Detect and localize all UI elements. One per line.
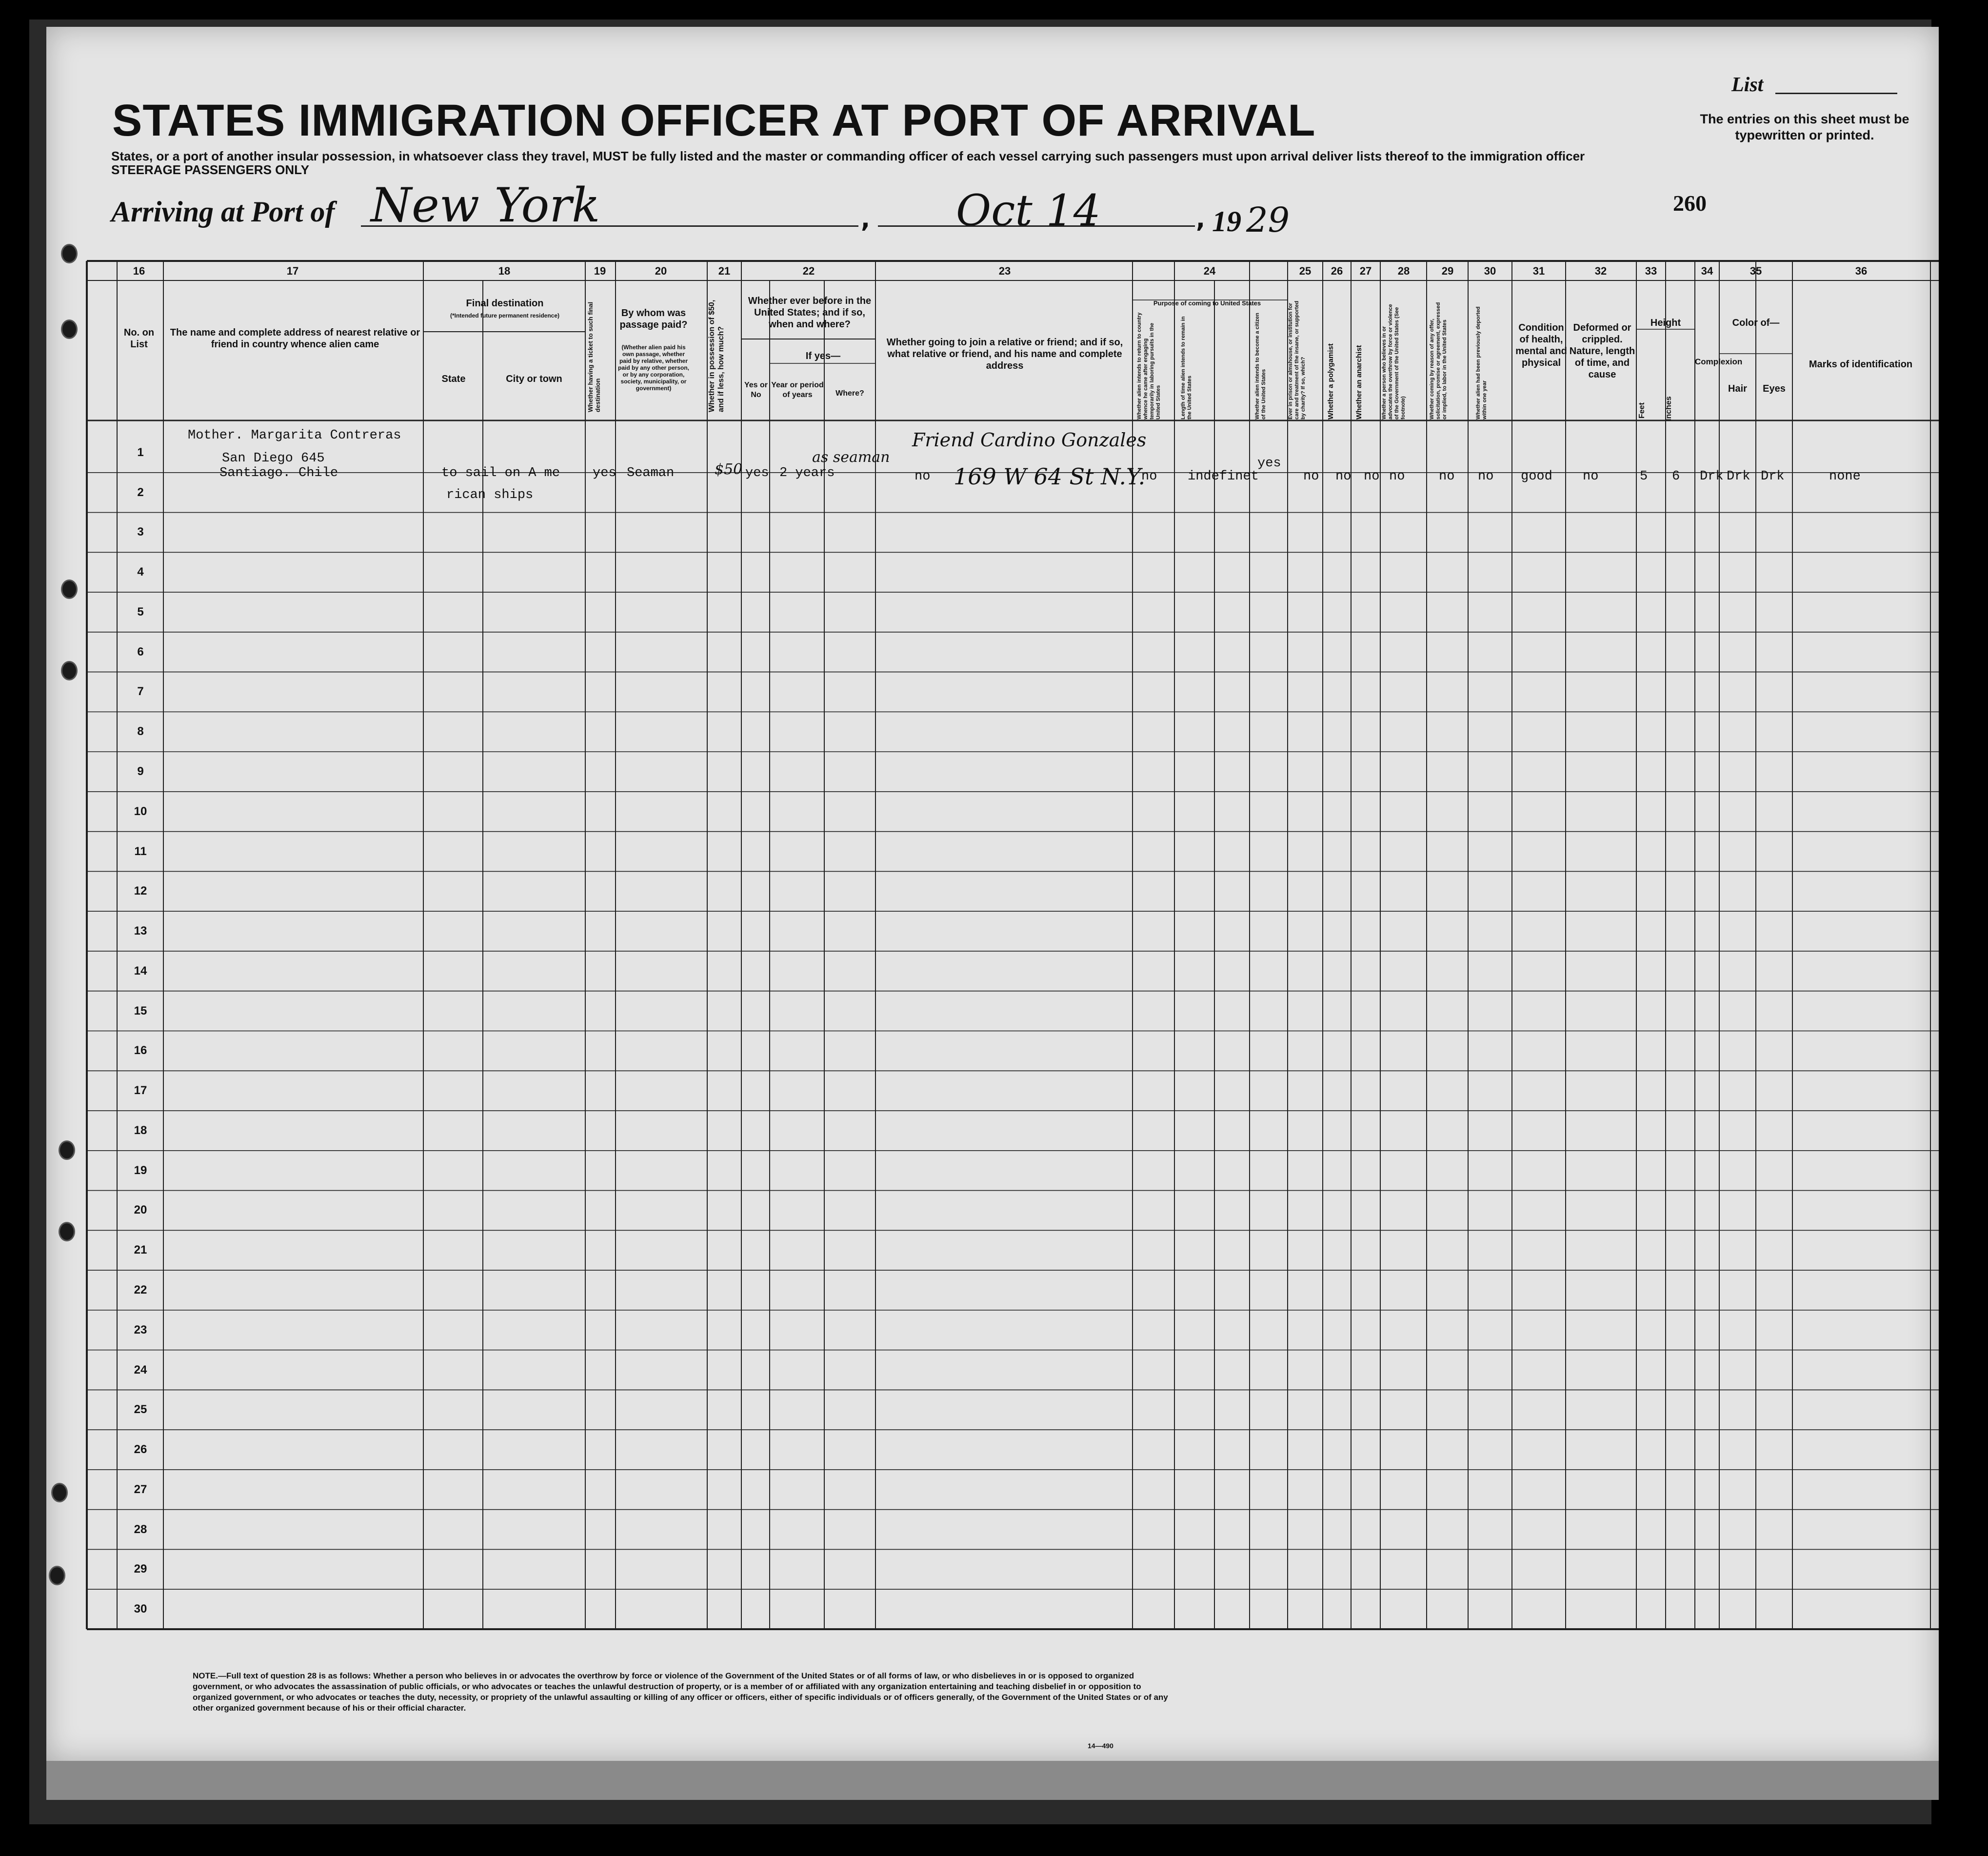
column-number: 16 — [133, 265, 145, 277]
row-number: 23 — [134, 1323, 147, 1337]
year-suffix: 29 — [1246, 200, 1290, 240]
header-city: City or town — [506, 374, 562, 384]
punch-hole — [61, 579, 78, 599]
entry-ticket: yes — [593, 466, 616, 480]
column-number: 27 — [1359, 265, 1372, 277]
entry-prison: no — [1303, 469, 1319, 484]
page-title: STATES IMMIGRATION OFFICER AT PORT OF ARRIVAL — [112, 96, 1316, 145]
header-final-destination: Final destination — [466, 298, 544, 309]
column-number: 22 — [802, 265, 815, 277]
date-value: Oct 14 — [956, 185, 1101, 236]
row-number: 3 — [137, 525, 144, 539]
punch-hole — [61, 319, 78, 339]
row-number: 17 — [134, 1084, 147, 1098]
row-number: 13 — [134, 924, 147, 938]
column-number: 19 — [594, 265, 606, 277]
row-number: 11 — [134, 844, 147, 858]
row-number: 7 — [137, 685, 144, 698]
column-number: 35 — [1749, 265, 1762, 277]
entry-relative-city: Santiago. Chile — [219, 466, 338, 480]
header-no-on-list: No. on List — [123, 327, 155, 350]
entry-period: 2 years — [779, 466, 835, 480]
entry-anarchist: no — [1364, 469, 1380, 484]
entry-length: indefinet — [1188, 469, 1259, 484]
row-number: 24 — [134, 1363, 147, 1377]
header-feet: Feet — [1638, 402, 1646, 419]
column-number: 18 — [498, 265, 511, 277]
header-state: State — [441, 374, 466, 384]
year-prefix: 19 — [1212, 205, 1241, 238]
list-label: List — [1731, 74, 1764, 96]
header-hair: Hair — [1728, 383, 1747, 394]
entry-intends-return: no — [1141, 469, 1157, 484]
entry-where: as seaman — [812, 449, 890, 466]
header-nearest-relative: The name and complete address of nearest relative or friend in country whence alien came — [170, 327, 420, 350]
punch-hole — [59, 1222, 75, 1241]
punch-hole — [61, 661, 78, 680]
column-number: 23 — [998, 265, 1011, 277]
row-number: 12 — [134, 884, 147, 898]
row-number: 19 — [134, 1163, 147, 1177]
header-passage-paid: By whom was passage paid? — [619, 308, 688, 330]
column-number: 36 — [1855, 265, 1868, 277]
entry-inches: 6 — [1672, 469, 1680, 484]
row-number: 2 — [137, 485, 144, 499]
row-number: 14 — [134, 964, 147, 978]
header-if-yes: If yes— — [805, 351, 841, 361]
entry-feet: 5 — [1640, 469, 1648, 484]
header-labor-offer: Whether coming by reason of any offer, solicitation, promise or agreement, expressed or implied, to labor in the United States — [1429, 302, 1448, 419]
header-inches: Inches — [1665, 396, 1673, 421]
header-ticket: Whether having a ticket to such final destination — [587, 301, 601, 412]
port-value: New York — [371, 178, 600, 233]
punch-hole — [59, 1140, 75, 1160]
column-number: 31 — [1532, 265, 1545, 277]
entry-join-address: 169 W 64 St N.Y. — [954, 463, 1146, 490]
header-color-of: Color of— — [1732, 318, 1780, 328]
header-passage-paid-note: (Whether alien paid his own passage, whether paid by relative, whether paid by any other person, or by any corporation, society, municipality, or government) — [617, 344, 690, 392]
row-number: 29 — [134, 1562, 147, 1576]
entry-join-no: no — [914, 469, 931, 484]
header-deformed: Deformed or crippled. Nature, length of time, and cause — [1569, 322, 1635, 380]
entry-relative-name: Mother. Margarita Contreras — [188, 428, 401, 443]
subtitle-instructions: States, or a port of another insular possession, in whatsoever class they travel, MUST be fully listed and the master or commanding officer of each vessel carrying such passengers must upon arrival deliver lists thereof to the immigration officer — [111, 149, 1585, 163]
steerage-label: STEERAGE PASSENGERS ONLY — [111, 162, 309, 177]
column-number: 21 — [718, 265, 731, 277]
row-number: 10 — [134, 804, 147, 818]
entry-destination-1: to sail on A me — [441, 466, 560, 480]
entry-deformed: no — [1583, 469, 1599, 484]
header-money: Whether in possession of $50, and if less, how much? — [708, 299, 725, 412]
row-number: 30 — [134, 1602, 147, 1616]
entry-health: good — [1521, 469, 1552, 484]
header-marks: Marks of identification — [1809, 359, 1913, 370]
header-deported: Whether alien had been previously deported within one year — [1475, 306, 1488, 419]
header-complexion: Complexion — [1695, 357, 1743, 366]
column-number: 26 — [1331, 265, 1343, 277]
column-number: 32 — [1594, 265, 1607, 277]
header-yes-no: Yes or No — [744, 381, 768, 399]
entry-destination-2: rican ships — [446, 488, 534, 502]
row-number: 9 — [137, 765, 144, 778]
entry-marks: none — [1829, 469, 1861, 484]
typewritten-instruction: The entries on this sheet must be typewritten or printed. — [1700, 112, 1909, 142]
header-overthrow: Whether a person who believes in or advocates the overthrow by force or violence of the Government of the United States (See footnote) — [1381, 304, 1406, 419]
row-number: 28 — [134, 1522, 147, 1536]
row-number: 4 — [137, 565, 144, 579]
row-number: 20 — [134, 1203, 147, 1217]
row-number: 5 — [137, 605, 144, 619]
entry-hair: Drk — [1727, 469, 1750, 484]
form-code: 14—490 — [1088, 1742, 1113, 1750]
entry-complexion: Drk — [1700, 469, 1724, 484]
row-number: 22 — [134, 1283, 147, 1297]
row-number: 8 — [137, 725, 144, 738]
header-join-relative: Whether going to join a relative or friend; and if so, what relative or friend, and his name and complete address — [886, 337, 1123, 371]
header-intends-return: Whether alien intends to return to country whence he came after engaging temporarily in laboring pursuits in the United States — [1136, 312, 1161, 419]
row-number: 27 — [134, 1482, 147, 1496]
row-number: 6 — [137, 645, 144, 659]
column-number: 24 — [1203, 265, 1216, 277]
column-number: 25 — [1299, 265, 1312, 277]
footnote-question-28: NOTE.—Full text of question 28 is as follows: Whether a person who believes in or advocates the overthrow by force or violence of the Government of the United States or of all forms of law, or who disbelieves in or is opposed to organized government, or who advocates the assassination of public officials, or who advocates or teaches the unlawful destruction of property, or is a member of or affiliated with any organization entertaining and teaching disbelief in or opposition to organized government, or who advocates or teaches the duty, necessity, or propriety of the unlawful assaulting or killing of any officer or officers, either of specific individuals or of officers generally, of the Government of the United States or of any other organized government because of his or their official character. — [193, 1671, 1168, 1713]
column-number: 20 — [655, 265, 667, 277]
header-final-destination-note: (*Intended future permanent residence) — [450, 312, 560, 319]
column-number: 33 — [1645, 265, 1657, 277]
entry-labor-offer: no — [1439, 469, 1455, 484]
header-health: Condition of health, mental and physical — [1515, 322, 1567, 368]
entry-join-friend: Friend Cardino Gonzales — [912, 429, 1147, 451]
entry-polygamist: no — [1335, 469, 1352, 484]
header-prison: Ever in prison or almshouse, or institution for care and treatment of the insane, or supported by charity? If so, which? — [1288, 300, 1306, 419]
entry-citizen: yes — [1257, 456, 1281, 471]
column-number: 30 — [1484, 265, 1496, 277]
entry-relative-street: San Diego 645 — [222, 451, 325, 466]
column-number: 29 — [1441, 265, 1454, 277]
entry-money: $50 — [715, 461, 743, 478]
arriving-label: Arriving at Port of — [111, 196, 335, 228]
header-anarchist: Whether an anarchist — [1355, 345, 1363, 419]
row-number: 26 — [134, 1443, 147, 1457]
header-height: Height — [1650, 318, 1681, 328]
header-length-of-time: Length of time alien intends to remain in the United States — [1180, 316, 1193, 419]
entry-before-us: yes — [745, 466, 769, 480]
header-before-us: Whether ever before in the United States; and if so, when and where? — [748, 296, 872, 330]
column-number: 17 — [286, 265, 299, 277]
punch-hole — [49, 1566, 65, 1585]
row-number: 15 — [134, 1004, 147, 1018]
page-number: 260 — [1673, 191, 1707, 216]
header-purpose: Purpose of coming to United States — [1153, 299, 1261, 307]
row-number: 1 — [137, 445, 144, 459]
header-where: Where? — [835, 389, 864, 398]
header-polygamist: Whether a polygamist — [1327, 343, 1335, 419]
entry-eyes: Drk — [1761, 469, 1785, 484]
entry-deported: no — [1478, 469, 1494, 484]
column-number: 34 — [1701, 265, 1713, 277]
entry-passage: Seaman — [627, 466, 675, 480]
header-intends-citizen: Whether alien intends to become a citizen of the United States — [1254, 313, 1267, 419]
entry-overthrow: no — [1389, 469, 1405, 484]
header-eyes: Eyes — [1763, 383, 1786, 394]
column-number: 28 — [1397, 265, 1410, 277]
punch-hole — [51, 1483, 68, 1502]
punch-hole — [61, 244, 78, 263]
row-number: 18 — [134, 1123, 147, 1137]
row-number: 21 — [134, 1243, 147, 1257]
row-number: 25 — [134, 1403, 147, 1417]
row-number: 16 — [134, 1044, 147, 1058]
header-period: Year or period of years — [771, 381, 824, 399]
